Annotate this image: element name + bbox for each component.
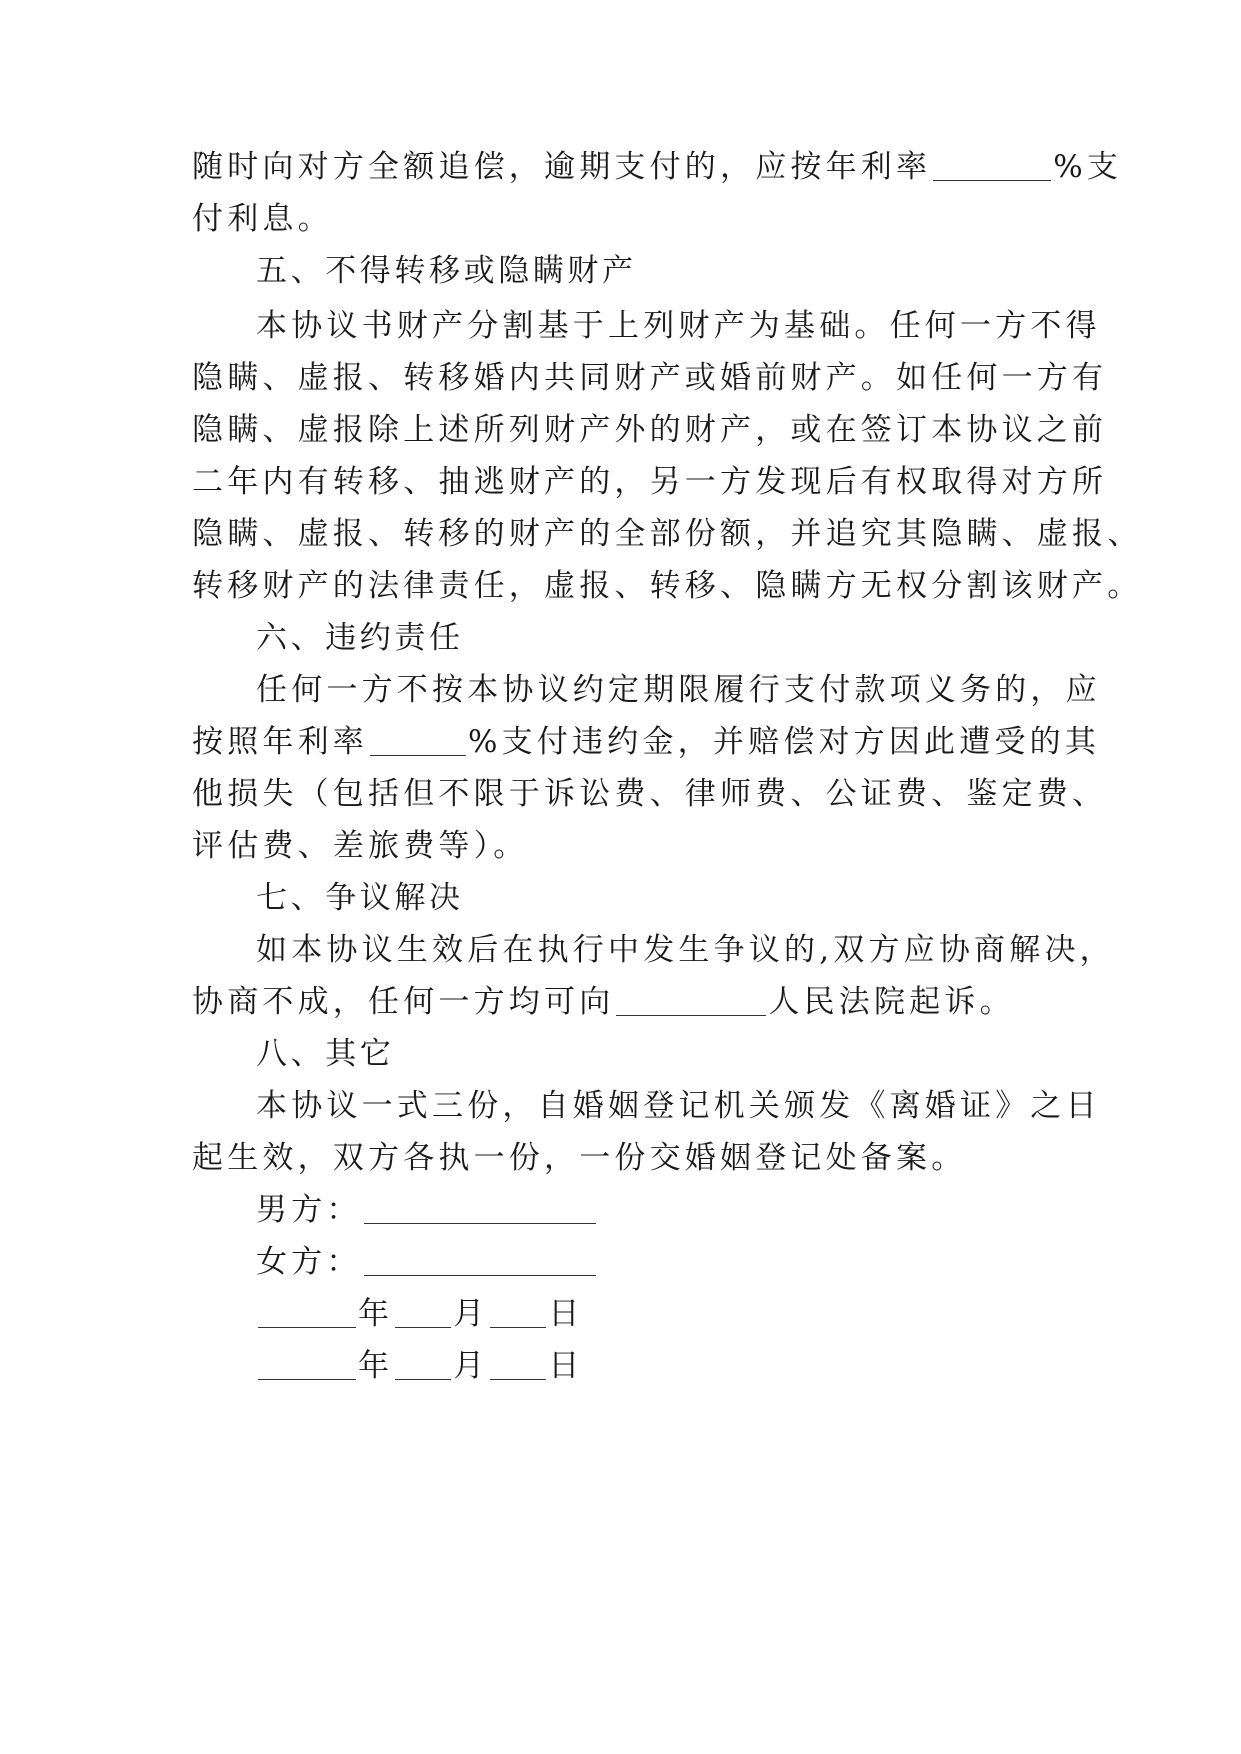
section5-line: 隐瞒、虚报、转移婚内共同财产或婚前财产。如任何一方有 [192,360,1108,396]
section5-line: 隐瞒、虚报除上述所列财产外的财产，或在签订本协议之前 [192,412,1108,448]
female-signature-line [256,1242,598,1282]
section4-text-after: %支 [1053,149,1123,185]
year-label: 年 [358,1348,394,1384]
section7-text: 协商不成，任何一方均可向 [192,984,615,1020]
section6-line-1: 任何一方不按本协议约定期限履行支付款项义务的，应 [256,672,1101,708]
date-line-1 [256,1294,584,1334]
court-name-blank[interactable] [616,987,766,1016]
year-blank[interactable] [258,1299,356,1328]
day-label: 日 [548,1348,584,1384]
date-line-2 [256,1346,584,1386]
section4-line-2 [192,199,333,239]
female-label: 女方： [256,1244,362,1280]
section6-text-after: %支付违约金，并赔偿对方因此遭受的其 [468,724,1101,760]
section6-line-3: 他损失（包括但不限于诉讼费、律师费、公证费、鉴定费、 [192,776,1108,812]
section5-line: 隐瞒、虚报、转移的财产的全部份额，并追究其隐瞒、虚报、 [192,516,1143,552]
section8-heading: 八、其它 [256,1036,395,1072]
male-label: 男方： [256,1192,362,1228]
section8-line-1: 本协议一式三份，自婚姻登记机关颁发《离婚证》之日 [256,1088,1101,1124]
female-signature-blank[interactable] [364,1247,596,1276]
month-blank[interactable] [395,1351,451,1380]
section5-line: 转移财产的法律责任，虚报、转移、隐瞒方无权分割该财产。 [192,568,1143,604]
penalty-rate-blank[interactable] [370,727,466,756]
section5-line: 二年内有转移、抽逃财产的，另一方发现后有权取得对方所 [192,464,1108,500]
day-blank[interactable] [490,1299,546,1328]
section5-heading: 五、不得转移或隐瞒财产 [256,253,637,289]
month-blank[interactable] [395,1299,451,1328]
day-label: 日 [548,1296,584,1332]
section7-line-2 [192,982,1015,1022]
section6-text: 按照年利率 [192,724,368,760]
section7-line-1: 如本协议生效后在执行中发生争议的,双方应协商解决， [256,932,1115,968]
year-blank[interactable] [258,1351,356,1380]
month-label: 月 [453,1348,489,1384]
section4-line-1 [192,147,1122,187]
section7-heading: 七、争议解决 [256,880,464,916]
section8-line-2: 起生效，双方各执一份，一份交婚姻登记处备案。 [192,1140,967,1176]
year-label: 年 [358,1296,394,1332]
section6-line-2 [192,722,1100,762]
section5-line: 本协议书财产分割基于上列财产为基础。任何一方不得 [256,308,1101,344]
male-signature-line [256,1190,598,1230]
day-blank[interactable] [490,1351,546,1380]
section6-heading: 六、违约责任 [256,620,464,656]
section7-text-after: 人民法院起诉。 [768,984,1015,1020]
section4-text: 随时向对方全额追偿，逾期支付的，应按年利率 [192,149,932,185]
interest-rate-blank[interactable] [933,152,1051,181]
section4-text-end: 付利息。 [192,201,333,237]
section6-line-4: 评估费、差旅费等）。 [192,828,529,864]
month-label: 月 [453,1296,489,1332]
male-signature-blank[interactable] [364,1195,596,1224]
